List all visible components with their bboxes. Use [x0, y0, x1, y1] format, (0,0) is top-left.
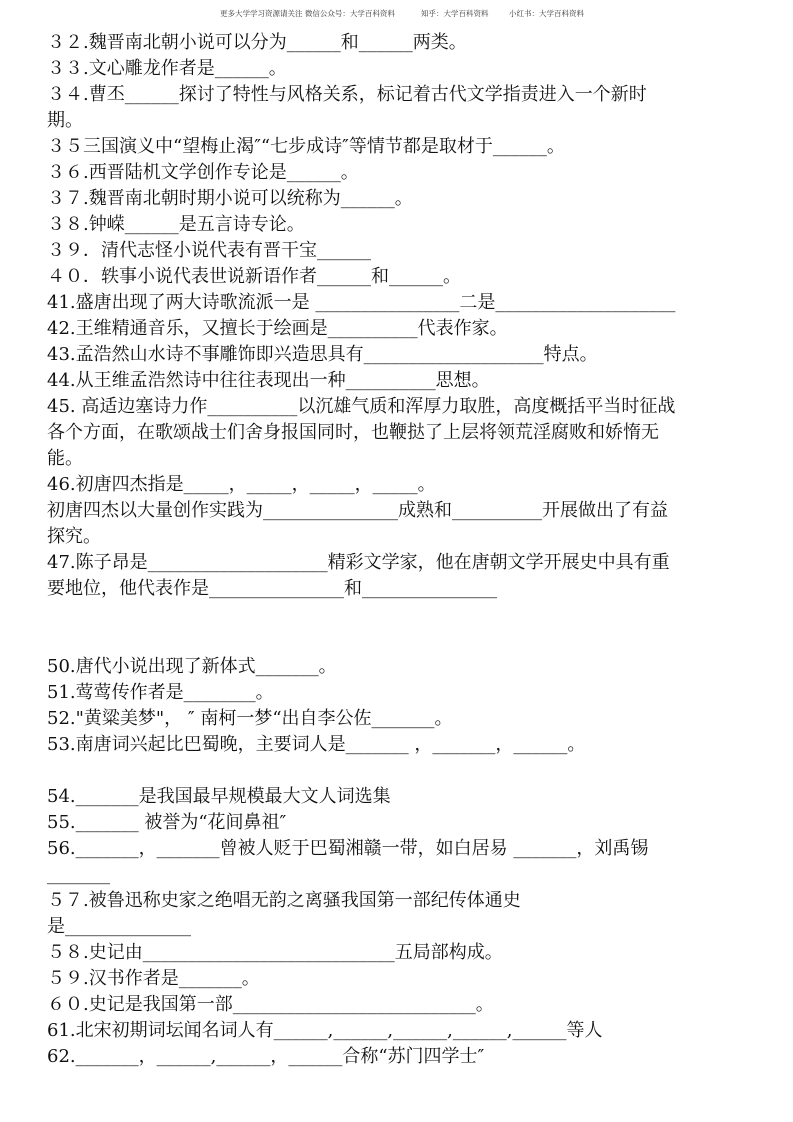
question-line: 探究。 [47, 526, 101, 547]
question-line: 42.王维精通音乐，又擅长于绘画是__________代表作家。 [47, 318, 508, 339]
question-line: ３７.魏晋南北朝时期小说可以统称为______。 [47, 188, 413, 209]
question-line: _______ [47, 864, 110, 885]
question-line: 53.南唐词兴起比巴蜀晚，主要词人是_______ ，_______，______。 [47, 734, 586, 755]
question-line: ３５三国演义中“望梅止渴″“七步成诗″等情节都是取材于______。 [47, 136, 565, 157]
question-line: 47.陈子昂是____________________精彩文学家，他在唐朝文学开展史中具有重 [47, 552, 670, 573]
question-line: ６０.史记是我国第一部___________________________。 [47, 994, 494, 1015]
page-header [0, 8, 793, 22]
question-line: 56._______，_______曾被人贬于巴蜀湘赣一带，如白居易 _______，刘禹锡 [47, 838, 649, 859]
question-line: ５９.汉书作者是_______。 [47, 968, 260, 989]
question-line: 61.北宋初期词坛闻名词人有______,______,______,______,______等人 [47, 1020, 603, 1041]
question-line: 50.唐代小说出现了新体式_______。 [47, 656, 337, 677]
question-line: 62._______，______,______，______合称“苏门四学士″ [47, 1046, 485, 1067]
question-line: 43.孟浩然山水诗不事雕饰即兴造思具有____________________特点。 [47, 344, 598, 365]
question-line: ３９．清代志怪小说代表有晋干宝______ [47, 240, 371, 261]
question-line: 51.莺莺传作者是________。 [47, 682, 274, 703]
question-line: 各个方面，在歌颂战士们舍身报国同时，也鞭挞了上层将领荒淫腐败和娇惰无 [47, 422, 659, 443]
question-line: 44.从王维孟浩然诗中往往表现出一种__________思想。 [47, 370, 490, 391]
question-line: 期。 [47, 110, 83, 131]
question-line: 54._______是我国最早规模最大文人词选集 [47, 786, 391, 807]
question-line: ３３.文心雕龙作者是______。 [47, 58, 287, 79]
question-list [47, 30, 747, 1070]
question-line: 初唐四杰以大量创作实践为_______________成熟和__________开展做出了有益 [47, 500, 668, 521]
question-line: 要地位，他代表作是_______________和_______________ [47, 578, 497, 599]
question-line: ３２.魏晋南北朝小说可以分为______和______两类。 [47, 32, 467, 53]
blank-gap [47, 758, 747, 784]
question-line: 55._______ 被誉为“花间鼻祖″ [47, 812, 287, 833]
question-line: ４０．轶事小说代表世说新语作者______和______。 [47, 266, 461, 287]
question-line: ３８.钟嵘______是五言诗专论。 [47, 214, 305, 235]
question-line: ３６.西晋陆机文学创作专论是______。 [47, 162, 359, 183]
question-line: 52."黄粱美梦"， ″ 南柯一梦“出自李公佐_______。 [47, 708, 453, 729]
header-wechat: 更多大学学习资源请关注 微信公众号：大学百科资料 [220, 9, 395, 18]
question-line: 46.初唐四杰指是_____，_____，_____，_____。 [47, 474, 436, 495]
question-line: 能。 [47, 448, 83, 469]
question-line: ５７.被鲁迅称史家之绝唱无韵之离骚我国第一部纪传体通史 [47, 890, 521, 911]
blank-gap [47, 602, 747, 654]
header-xiaohongshu: 小红书：大学百科资料 [509, 9, 584, 18]
question-line: 41.盛唐出现了两大诗歌流派一是 ________________二是____________________ [47, 292, 676, 313]
question-line: 45. 高适边塞诗力作__________以沉雄气质和浑厚力取胜，高度概括平当时征战 [47, 396, 676, 417]
header-zhihu: 知乎：大学百科资料 [421, 9, 489, 18]
question-line: ３４.曹丕______探讨了特性与风格关系，标记着古代文学指责进入一个新时 [47, 84, 647, 105]
question-line: 是______________ [47, 916, 191, 937]
question-line: ５８.史记由____________________________五局部构成。 [47, 942, 503, 963]
